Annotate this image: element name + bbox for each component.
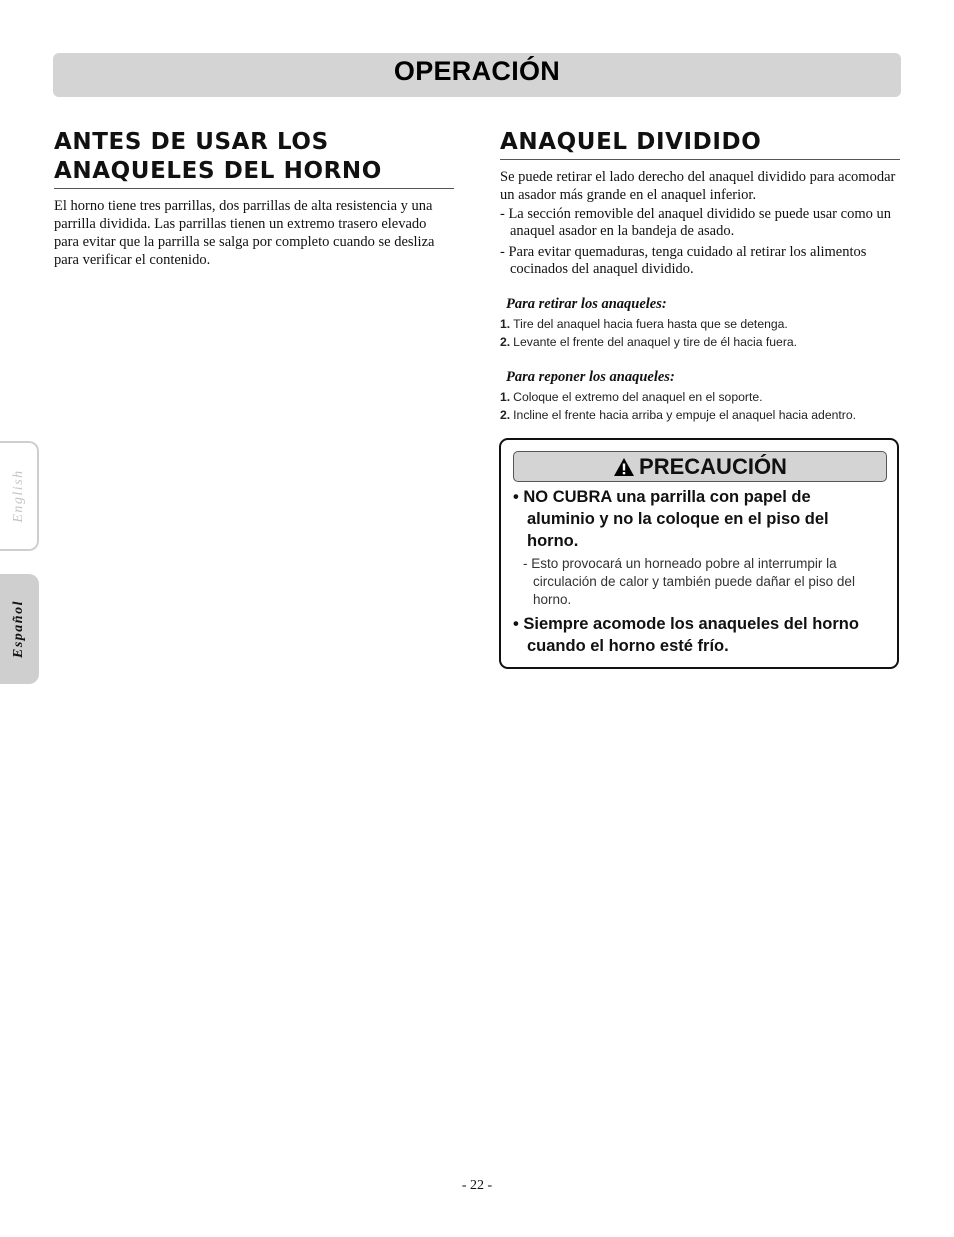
page-title: OPERACIÓN — [393, 56, 561, 86]
remove-subheading: Para retirar los anaqueles: — [506, 296, 667, 312]
replace-steps — [500, 388, 900, 424]
list-item — [500, 315, 900, 333]
caution-bullet: • NO CUBRA una parrilla con papel de aluminio y no la coloque en el piso del horno. — [513, 488, 829, 550]
list-item — [500, 388, 900, 406]
right-intro-text: Se puede retirar el lado derecho del anaquel dividido para acomodar un asador más grande en el anaquel inferior. — [500, 169, 896, 203]
step-text: Levante el frente del anaquel y tire de él hacia fuera. — [513, 335, 798, 349]
step-number: 2. — [500, 408, 511, 422]
warning-triangle-icon — [613, 457, 635, 477]
list-item — [500, 333, 900, 351]
caution-note: - Esto provocará un horneado pobre al interrumpir la circulación de calor y también puede dañar el piso del horno. — [523, 556, 855, 607]
heading-line-1: ANTES DE USAR LOS — [54, 129, 329, 155]
step-number: 1. — [500, 317, 511, 331]
step-text: Coloque el extremo del anaquel en el soporte. — [513, 390, 763, 404]
tab-espanol-label: Español — [10, 600, 26, 658]
left-column — [54, 128, 454, 269]
tab-english[interactable] — [0, 441, 39, 551]
caution-body — [513, 486, 883, 657]
section-heading-anaquel-dividido: ANAQUEL DIVIDIDO — [500, 128, 900, 160]
heading-line-2: ANAQUELES DEL HORNO — [54, 158, 382, 184]
caution-banner — [513, 451, 887, 482]
page-number: - 22 - — [461, 1178, 493, 1193]
section-heading-antes — [54, 128, 454, 189]
remove-steps — [500, 315, 900, 351]
right-column — [500, 128, 900, 424]
left-body-text: El horno tiene tres parrillas, dos parrillas de alta resistencia y una parrilla dividida. Las parrillas tienen un extremo trasero elevado para evitar que la parrilla se salga por completo cuando se desliza para verificar el contenido. — [54, 198, 435, 268]
replace-subheading: Para reponer los anaqueles: — [506, 369, 675, 385]
dash-list — [500, 206, 900, 278]
caution-bullet: • Siempre acomode los anaqueles del horno cuando el horno esté frío. — [513, 615, 859, 655]
tab-espanol[interactable] — [0, 574, 39, 684]
tab-english-label: English — [10, 469, 26, 523]
caution-title: PRECAUCIÓN — [639, 453, 787, 479]
step-text: Tire del anaquel hacia fuera hasta que se detenga. — [513, 317, 788, 331]
step-number: 2. — [500, 335, 511, 349]
caution-box — [499, 438, 899, 669]
list-item — [500, 406, 900, 424]
header-bar — [53, 53, 901, 97]
list-item: - Para evitar quemaduras, tenga cuidado al retirar los alimentos cocinados del anaquel dividido. — [500, 244, 867, 277]
step-text: Incline el frente hacia arriba y empuje el anaquel hacia adentro. — [513, 408, 856, 422]
step-number: 1. — [500, 390, 511, 404]
list-item: - La sección removible del anaquel dividido se puede usar como un anaquel asador en la bandeja de asado. — [500, 206, 891, 239]
